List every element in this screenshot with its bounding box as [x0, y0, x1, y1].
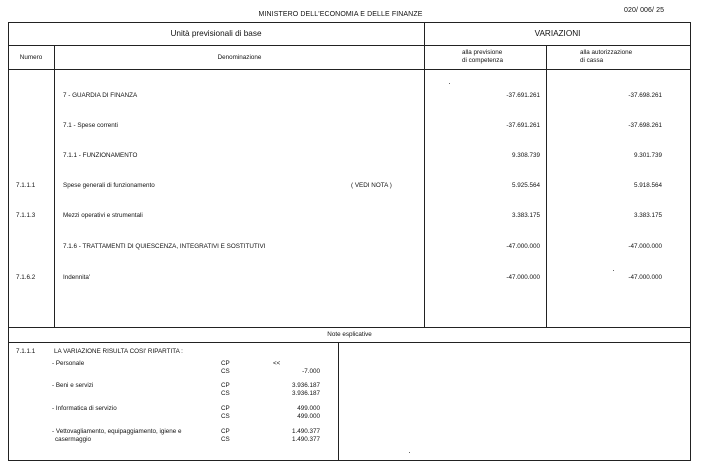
row-competenza: 3.383.175: [511, 212, 540, 219]
note-item-label: - Informatica di servizio: [52, 405, 117, 412]
row-denominazione: Indennita': [63, 274, 91, 281]
row-numero: 7.1.1.3: [16, 212, 36, 219]
cp-value: 1.490.377: [291, 428, 320, 435]
cs-label: CS: [221, 390, 230, 397]
row-denominazione: Spese generali di funzionamento: [63, 182, 155, 189]
row-competenza: 5.925.564: [511, 182, 540, 189]
col-numero-header: Numero: [19, 54, 43, 61]
row-cassa: -37.698.261: [628, 122, 662, 129]
col-competenza-header-line1: alla previsione: [462, 49, 503, 56]
cs-label: CS: [221, 436, 230, 443]
row-competenza: -47.000.000: [506, 274, 540, 281]
col-cassa-header-line1: alla autorizzazione: [580, 49, 633, 56]
row-cassa: -37.698.261: [628, 92, 662, 99]
variazioni-header: VARIAZIONI: [534, 29, 581, 38]
ministry-title: MINISTERO DELL'ECONOMIA E DELLE FINANZE: [258, 11, 423, 18]
vedi-nota-label: ( VEDI NOTA ): [351, 182, 392, 189]
cp-label: CP: [221, 405, 230, 412]
notes-heading: LA VARIAZIONE RISULTA COSI' RIPARTITA :: [54, 348, 183, 355]
row-denominazione: 7 - GUARDIA DI FINANZA: [63, 92, 138, 99]
cp-label: CP: [221, 428, 230, 435]
scan-speck: [613, 270, 614, 271]
col-denominazione-header: Denominazione: [217, 54, 262, 61]
row-cassa: 3.383.175: [633, 212, 662, 219]
row-denominazione: 7.1.1 - FUNZIONAMENTO: [63, 152, 138, 159]
cs-value: 3.936.187: [291, 390, 320, 397]
upb-header: Unità previsionali di base: [170, 29, 262, 38]
row-cassa: -47.000.000: [628, 243, 662, 250]
notes-title: Note esplicative: [327, 331, 372, 338]
cs-value: 499.000: [297, 413, 320, 420]
cs-value: -7.000: [302, 368, 320, 375]
row-numero: 7.1.1.1: [16, 182, 36, 189]
scan-speck: [449, 83, 450, 84]
row-denominazione: Mezzi operativi e strumentali: [63, 212, 143, 219]
row-cassa: -47.000.000: [628, 274, 662, 281]
row-competenza: -37.691.261: [506, 92, 540, 99]
row-cassa: 5.918.564: [633, 182, 662, 189]
note-item-label-cont: casermaggio: [55, 436, 92, 443]
cp-value: 499.000: [297, 405, 320, 412]
row-numero: 7.1.6.2: [16, 274, 36, 281]
row-denominazione: 7.1 - Spese correnti: [63, 122, 118, 129]
cp-label: CP: [221, 360, 230, 367]
notes-ref-number: 7.1.1.1: [16, 348, 36, 355]
row-competenza: -47.000.000: [506, 243, 540, 250]
cs-label: CS: [221, 368, 230, 375]
note-item-label: - Vettovagliamento, equipaggiamento, igiene e: [52, 428, 182, 435]
page-code: 020/ 006/ 25: [624, 7, 665, 14]
note-item-label: - Beni e servizi: [52, 382, 94, 389]
cs-value: 1.490.377: [291, 436, 320, 443]
cp-value: 3.936.187: [291, 382, 320, 389]
col-competenza-header-line2: di competenza: [462, 57, 503, 64]
note-item-label: - Personale: [52, 360, 85, 367]
cp-value: <<: [273, 360, 281, 367]
row-cassa: 9.301.739: [633, 152, 662, 159]
scan-speck: [409, 452, 410, 453]
row-competenza: 9.308.739: [511, 152, 540, 159]
cp-label: CP: [221, 382, 230, 389]
col-cassa-header-line2: di cassa: [580, 57, 604, 64]
cs-label: CS: [221, 413, 230, 420]
row-denominazione: 7.1.6 - TRATTAMENTI DI QUIESCENZA, INTEGRATIVI E SOSTITUTIVI: [63, 243, 266, 250]
row-competenza: -37.691.261: [506, 122, 540, 129]
